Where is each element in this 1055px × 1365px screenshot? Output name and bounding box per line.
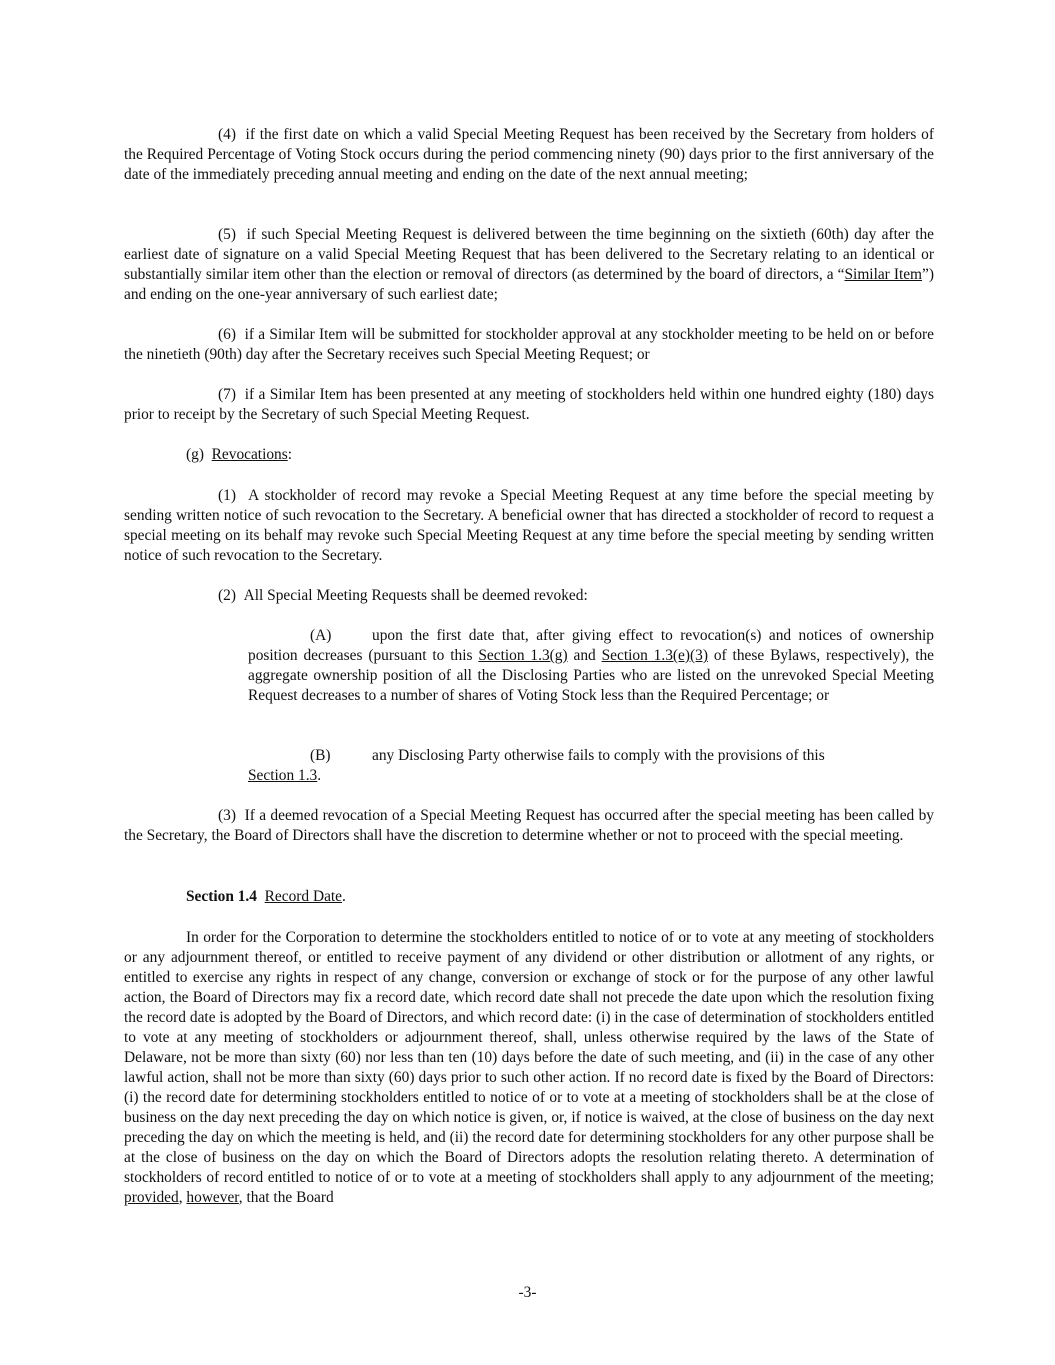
paragraph-text: if such Special Meeting Request is delivered between the time beginning on the sixtieth (60th) day after the earliest date of signature on a valid Special Meeting Request that has been delivered to the Secretary relating to an identical or substantially similar item other than the election or removal of directors (as determined by the board of directors, a “ [124,226,934,283]
separator-comma: , [178,1189,187,1206]
paragraph-4 [124,125,934,185]
paragraph-text: if a Similar Item will be submitted for stockholder approval at any stockholder meeting to be held on or before the ninetieth (90th) day after the Secretary receives such Special Meeting Request; or [124,326,934,363]
paragraph-text: All Special Meeting Requests shall be deemed revoked: [243,587,588,604]
heading-colon: : [287,446,293,463]
paragraph-g1 [124,486,934,566]
section-title: Record Date [264,888,343,905]
paragraph-text: If a deemed revocation of a Special Meeting Request has occurred after the special meeting has been called by the Secretary, the Board of Directors shall have the discretion to determine whether or not to proceed with the special meeting. [124,807,934,844]
item-number: (3) [218,807,236,824]
section-reference: Section 1.3(e)(3) [601,647,708,664]
paragraph-7 [124,385,934,425]
item-number: (1) [218,487,236,504]
clause-label: (A) [310,627,332,644]
subsection-label: (g) [186,446,204,463]
clause-text: of these Bylaws, respectively), the aggregate ownership position of all the Disclosing Parties who are listed on the unrevoked Special Meeting Request decreases to a number of shares of Voting Stock less than the Required Percentage; or [248,647,935,704]
section-reference: Section 1.3 [248,767,318,784]
paragraph-text: A stockholder of record may revoke a Special Meeting Request at any time before the special meeting by sending written notice of such revocation to the Secretary. A beneficial owner that has directed a stockholder of record to request a special meeting on its behalf may revoke such Special Meeting Request at any time before the special meeting by sending written notice of such revocation to the Secretary. [124,487,934,564]
defined-term-similar-item: Similar Item [844,266,923,283]
paragraph-5 [124,225,934,305]
clause-text: and [567,647,602,664]
page-number: -3- [518,1284,537,1301]
paragraph-text: if the first date on which a valid Special Meeting Request has been received by the Secretary from holders of the Required Percentage of Voting Stock occurs during the period commencing ninety (90) days prior to the first anniversary of the date of the immediately preceding annual meeting and ending on the date of the next annual meeting; [124,126,935,183]
paragraph-text: ”) and ending on the one-year anniversary of such earliest date; [124,266,934,303]
clause-b [248,746,934,786]
clause-text: . [317,767,322,784]
paragraph-6 [124,325,934,365]
item-number: (5) [218,226,236,243]
paragraph-text: In order for the Corporation to determine the stockholders entitled to notice of or to vote at any meeting of stockholders or any adjournment thereof, or entitled to receive payment of any dividend or other distribution or allotment of any rights, or entitled to exercise any rights in respect of any change, conversion or exchange of stock or for the purpose of any other lawful action, the Board of Directors may fix a record date, which record date shall not precede the date upon which the resolution fixing the record date is adopted by the Board of Directors, and which record date: (i) in the case of determination of stockholders entitled to vote at any meeting of stockholders or adjournment thereof, shall, unless otherwise required by the laws of the State of Delaware, not be more than sixty (60) nor less than ten (10) days before the date of such meeting, and (ii) in the case of any other lawful action, shall not be more than sixty (60) days prior to such other action. If no record date is fixed by the Board of Directors: (i) the record date for determining stockholders entitled to notice of or to vote at a meeting of stockholders shall be at the close of business on the day next preceding the day on which notice is given, or, if notice is waived, at the close of business on the day next preceding the day on which the meeting is held, and (ii) the record date for determining stockholders for any other purpose shall be at the close of business on the day on which the Board of Directors adopts the resolution relating thereto. A determination of stockholders of record entitled to notice of or to vote at a meeting of stockholders shall apply to any adjournment of the meeting; [124,929,934,1186]
clause-text: upon the first date that, after giving effect to revocation(s) and notices of ownership position decreases (pursuant to this [248,627,934,664]
paragraph-g3 [124,806,934,846]
paragraph-text: if a Similar Item has been presented at any meeting of stockholders held within one hundred eighty (180) days prior to receipt by the Secretary of such Special Meeting Request. [124,386,934,423]
term-provided: provided [124,1189,179,1206]
item-number: (2) [218,587,236,604]
clause-label: (B) [310,747,331,764]
paragraph-text: , that the Board [238,1189,334,1206]
clause-text: any Disclosing Party otherwise fails to comply with the provisions of this [372,747,825,764]
clause-a [248,626,934,706]
term-however: however [186,1189,239,1206]
subsection-title: Revocations [211,446,288,463]
section-1-4-heading [186,887,934,907]
item-number: (4) [218,126,236,143]
item-number: (6) [218,326,236,343]
heading-period: . [342,888,346,905]
subsection-g-heading [186,445,934,465]
section-1-4-body [124,928,934,1208]
section-reference: Section 1.3(g) [478,647,568,664]
section-label: Section 1.4 [186,888,257,905]
paragraph-g2 [124,586,934,606]
item-number: (7) [218,386,236,403]
